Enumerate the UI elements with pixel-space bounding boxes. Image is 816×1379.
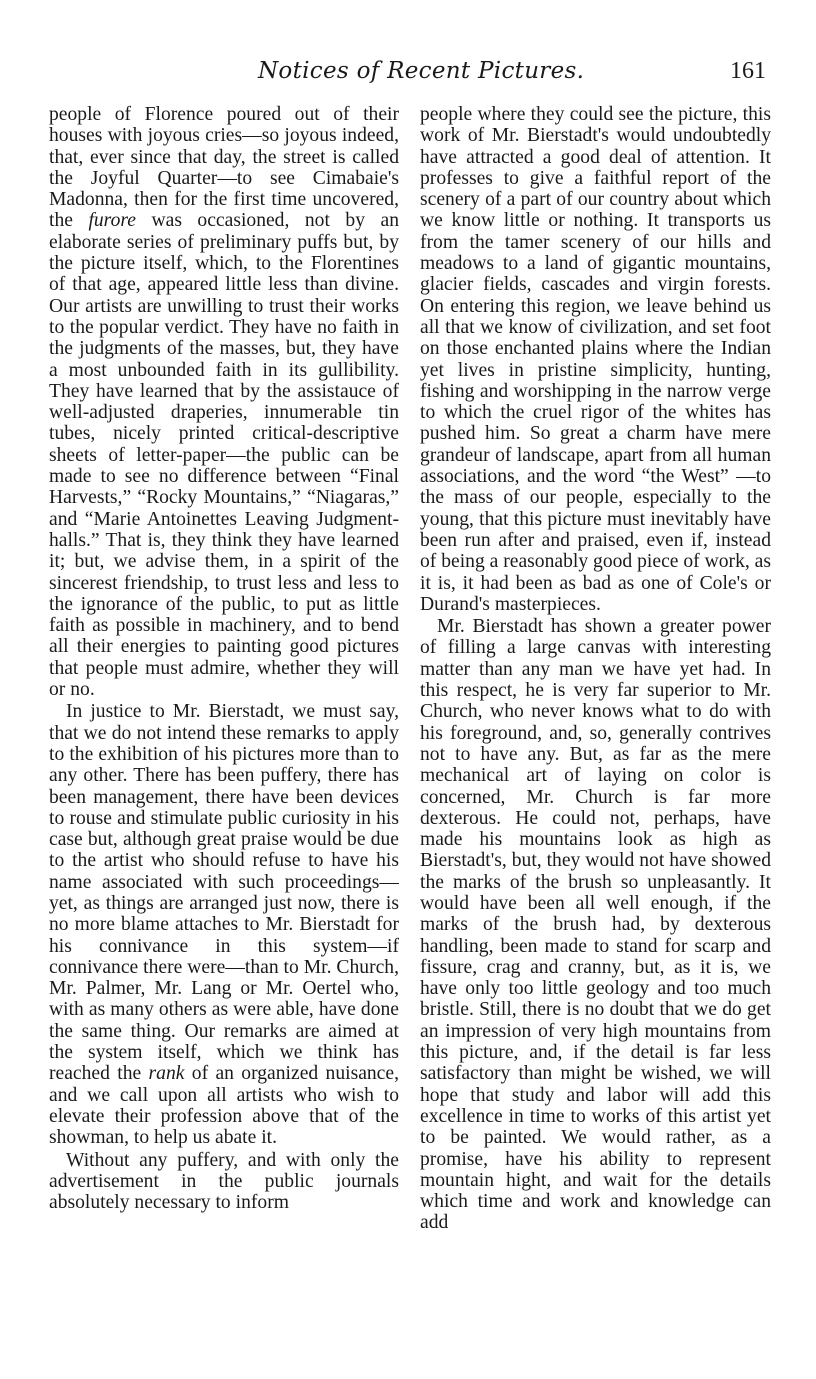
paragraph: people where they could see the picture, this work of Mr. Bierstadt's would undoubtedly have attracted a good deal of attention. It professes to give a faithful report of the scenery of a part of our country about which we know little or nothing. It transports us from the tamer scenery of our hills and meadows to a land of gigantic mountains, glacier fields, cascades and virgin forests. On entering this region, we leave behind us all that we know of civilization, and set foot on those enchanted plains where the Indian yet lives in pristine simplicity, hunting, fishing and worshipping in the narrow verge to which the cruel rigor of the whites has pushed him. So great a charm have mere grandeur of landscape, apart from all human associations, and the word “the West” —to the mass of our people, especially to the young, that this picture must inevitably have been run after and praised, even if, instead of being a reasonably good piece of work, as it is, it had been as bad as one of Cole's or Durand's masterpieces. [420,104,771,615]
paragraph [49,1150,399,1214]
paragraph-text: was occasioned, not by an elaborate series of preliminary puffs but, by the picture itself, which, to the Florentines of that age, appeared little less than divine. Our artists are unwilling to trust their works to the popular verdict. They have no faith in the judgments of the masses, but, they have a most unbounded faith in its gullibility. They have learned that by the assistauce of well-adjusted draperies, innumerable tin tubes, nicely printed critical-descriptive sheets of letter-paper—the public can be made to see no difference between “Final Harvests,” “Rocky Mountains,” “Niagaras,” and “Marie Antoinettes Leaving Judgment-halls.” That is, they think they have learned it; but, we advise them, in a spirit of the sincerest friendship, to trust less and less to the ignorance of the public, to put as little faith as possible in machinery, and to bend all their energies to painting good pictures that people must admire, whether they will or no. [49,210,399,701]
page-header [0,58,816,94]
italic-word: furore [88,210,136,232]
paragraph-text: Without any puffery, and with only the advertisement in the public journals absolutely necessary to inform [49,1149,399,1214]
paragraph [49,701,399,1148]
left-column [49,104,399,1344]
page-number: 161 [730,58,766,84]
paragraph-text: In justice to Mr. Bierstadt, we must say, that we do not intend these remarks to apply to the exhibition of his pictures more than to any other. There has been puffery, there has been management, there have been devices to rouse and stimulate public curiosity in his case but, although great praise would be due to the artist who should refuse to have his name associated with such proceedings—yet, as things are arranged just now, there is no more blame attaches to Mr. Bierstadt for his connivance in this system—if connivance there were—than to Mr. Church, Mr. Palmer, Mr. Lang or Mr. Oertel who, with as many others as were able, have done the same thing. Our remarks are aimed at the system itself, which we think has reached the [49,701,399,1085]
paragraph-text: of an organized nuisance, and we call upon all artists who wish to elevate their profession above that of the showman, to help us abate it. [49,1063,399,1149]
paragraph [49,104,399,700]
right-column [420,104,771,1344]
paragraph: Mr. Bierstadt has shown a greater power of filling a large canvas with interesting matter than any man we have yet had. In this respect, he is very far superior to Mr. Church, who never knows what to do with his foreground, and, so, generally contrives not to have any. But, as far as the mere mechanical art of laying on color is concerned, Mr. Church is far more dexterous. He could not, perhaps, have made his mountains look as high as Bierstadt's, but, they would not have showed the marks of the brush so unpleasantly. It would have been all well enough, if the marks of the brush had, by dexterous handling, been made to stand for scarp and fissure, crag and cranny, but, as it is, we have only too little geology and too much bristle. Still, there is no doubt that we do get an impression of very high mountains from this picture, and, if the detail is far less satisfactory than might be wished, we will hope that study and labor will add this excellence in time to works of this artist yet to be painted. We would rather, as a promise, have his ability to represent mountain hight, and wait for the details which time and work and knowledge can add [420,616,771,1234]
running-title: Notices of Recent Pictures. [258,58,585,84]
paragraph-text: people of Florence poured out of their houses with joyous cries—so joyous indeed, that, ever since that day, the street is called the Joyful Quarter—to see Cimabaie's Madonna, then for the first time uncovered, the [49,104,399,232]
italic-word: rank [148,1063,185,1085]
